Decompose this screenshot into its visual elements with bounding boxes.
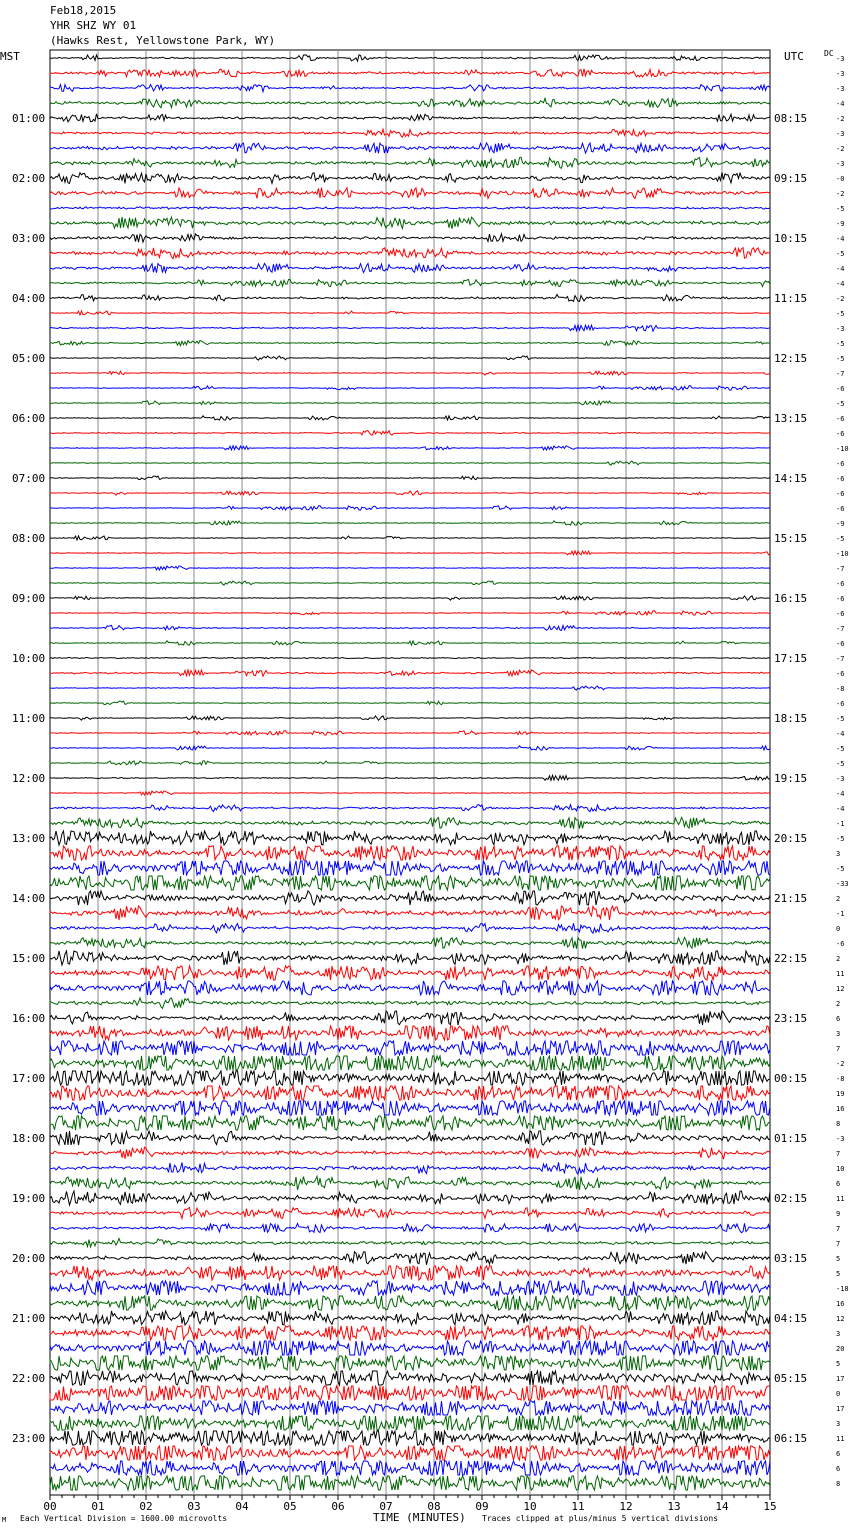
dc-offset-label: -3 xyxy=(836,55,845,63)
scale-note: Each Vertical Division = 1600.00 microvolts xyxy=(20,1514,228,1523)
header-station: YHR SHZ WY 01 xyxy=(50,19,137,32)
dc-offset-label: -3 xyxy=(836,160,845,168)
dc-offset-label: 16 xyxy=(836,1300,845,1308)
trace-line xyxy=(50,923,770,933)
trace-line xyxy=(50,356,770,360)
trace-line xyxy=(50,1446,770,1460)
dc-offset-label: -4 xyxy=(836,100,845,108)
dc-offset-label: -6 xyxy=(836,700,845,708)
trace-line xyxy=(50,386,770,390)
hour-label-utc: 15:15 xyxy=(774,532,808,545)
dc-offset-label: -4 xyxy=(836,805,845,813)
dc-offset-label: -6 xyxy=(836,475,845,483)
dc-offset-label: 19 xyxy=(836,1090,845,1098)
trace-line xyxy=(50,951,770,965)
dc-offset-label: -8 xyxy=(836,1075,845,1083)
hour-label-utc: 04:15 xyxy=(774,1312,808,1325)
trace-line xyxy=(50,731,770,735)
dc-offset-label: 17 xyxy=(836,1375,845,1383)
trace-line xyxy=(50,1208,770,1219)
hour-label-mst: 17:00 xyxy=(12,1072,46,1085)
hour-label-utc: 03:15 xyxy=(774,1252,808,1265)
hour-label-utc: 16:15 xyxy=(774,592,808,605)
hour-label-mst: 20:00 xyxy=(12,1252,46,1265)
trace-line xyxy=(50,1238,770,1247)
trace-line xyxy=(50,1041,770,1055)
dc-label: DC xyxy=(824,49,834,58)
dc-offset-label: 7 xyxy=(836,1045,841,1053)
dc-offset-label: -8 xyxy=(836,685,845,693)
dc-offset-label: 9 xyxy=(836,1210,841,1218)
hour-label-mst: 19:00 xyxy=(12,1192,46,1205)
dc-offset-label: 12 xyxy=(836,1315,845,1323)
dc-offset-label: -5 xyxy=(836,310,845,318)
x-tick-label: 02 xyxy=(139,1500,153,1513)
dc-offset-label: -3 xyxy=(836,775,845,783)
hour-label-utc: 12:15 xyxy=(774,352,808,365)
dc-offset-label: -5 xyxy=(836,355,845,363)
hour-label-mst: 15:00 xyxy=(12,952,46,965)
hour-label-mst: 07:00 xyxy=(12,472,46,485)
dc-offset-label: -4 xyxy=(836,265,845,273)
dc-offset-label: -7 xyxy=(836,655,845,663)
dc-offset-label: 6 xyxy=(836,1450,841,1458)
trace-line xyxy=(50,1131,770,1145)
dc-offset-label: 6 xyxy=(836,1180,841,1188)
trace-line xyxy=(50,761,770,765)
hour-label-mst: 23:00 xyxy=(12,1432,46,1445)
trace-line xyxy=(50,1386,770,1400)
dc-offset-label: 8 xyxy=(836,1480,841,1488)
trace-line xyxy=(50,686,770,690)
dc-offset-label: -3 xyxy=(836,85,845,93)
hour-label-utc: 22:15 xyxy=(774,952,808,965)
hour-label-utc: 11:15 xyxy=(774,292,808,305)
hour-label-utc: 18:15 xyxy=(774,712,808,725)
x-tick-label: 07 xyxy=(379,1500,393,1513)
hour-label-utc: 08:15 xyxy=(774,112,808,125)
dc-offset-label: -2 xyxy=(836,145,845,153)
dc-offset-label: 2 xyxy=(836,1000,841,1008)
dc-offset-label: 17 xyxy=(836,1405,845,1413)
trace-line xyxy=(50,581,770,585)
dc-offset-label: -6 xyxy=(836,415,845,423)
trace-line xyxy=(50,461,770,465)
trace-line xyxy=(50,188,770,199)
dc-offset-label: -5 xyxy=(836,250,845,258)
dc-offset-label: -10 xyxy=(836,445,849,453)
trace-line xyxy=(50,217,770,229)
dc-offset-label: 11 xyxy=(836,1435,845,1443)
dc-offset-label: 2 xyxy=(836,955,841,963)
trace-line xyxy=(50,1326,770,1340)
dc-offset-label: -7 xyxy=(836,370,845,378)
trace-line xyxy=(50,506,770,510)
dc-offset-label: 11 xyxy=(836,1195,845,1203)
trace-line xyxy=(50,416,770,420)
trace-line xyxy=(50,311,770,315)
trace-line xyxy=(50,1266,770,1280)
dc-offset-label: 11 xyxy=(836,970,845,978)
dc-offset-label: -6 xyxy=(836,580,845,588)
plot-frame xyxy=(50,50,770,1495)
trace-line xyxy=(50,596,770,600)
trace-line xyxy=(50,657,770,658)
trace-line xyxy=(50,207,770,210)
hour-label-mst: 08:00 xyxy=(12,532,46,545)
dc-offset-label: 5 xyxy=(836,1255,841,1263)
trace-line xyxy=(50,1026,770,1040)
trace-line xyxy=(50,521,770,525)
hour-label-utc: 23:15 xyxy=(774,1012,808,1025)
left-zone-label: MST xyxy=(0,50,20,63)
dc-offset-label: -33 xyxy=(836,880,849,888)
x-tick-label: 00 xyxy=(43,1500,57,1513)
trace-line xyxy=(50,817,770,828)
x-tick-label: 03 xyxy=(187,1500,201,1513)
x-tick-label: 10 xyxy=(523,1500,537,1513)
dc-offset-label: 0 xyxy=(836,1390,841,1398)
hour-label-mst: 13:00 xyxy=(12,832,46,845)
dc-offset-label: 3 xyxy=(836,1420,841,1428)
trace-line xyxy=(50,294,770,301)
trace-line xyxy=(50,1341,770,1355)
trace-line xyxy=(50,1101,770,1115)
x-tick-label: 05 xyxy=(283,1500,297,1513)
dc-offset-label: 7 xyxy=(836,1240,841,1248)
hour-label-mst: 12:00 xyxy=(12,772,46,785)
trace-line xyxy=(50,69,770,77)
trace-line xyxy=(50,173,770,184)
trace-line xyxy=(50,551,770,555)
dc-offset-label: -3 xyxy=(836,325,845,333)
dc-offset-label: -9 xyxy=(836,520,845,528)
x-tick-label: 09 xyxy=(475,1500,489,1513)
trace-line xyxy=(50,85,770,92)
hour-label-utc: 21:15 xyxy=(774,892,808,905)
dc-offset-label: 3 xyxy=(836,850,841,858)
x-tick-label: 06 xyxy=(331,1500,345,1513)
trace-line xyxy=(50,371,770,375)
hour-label-utc: 17:15 xyxy=(774,652,808,665)
trace-line xyxy=(50,716,770,720)
hour-label-utc: 20:15 xyxy=(774,832,808,845)
hour-label-utc: 06:15 xyxy=(774,1432,808,1445)
trace-line xyxy=(50,401,770,405)
x-tick-label: 08 xyxy=(427,1500,441,1513)
dc-offset-label: -7 xyxy=(836,625,845,633)
header-location: (Hawks Rest, Yellowstone Park, WY) xyxy=(50,34,276,47)
trace-line xyxy=(50,1461,770,1475)
dc-offset-label: -4 xyxy=(836,730,845,738)
dc-offset-label: -4 xyxy=(836,280,845,288)
dc-offset-label: -2 xyxy=(836,1060,845,1068)
x-axis-title: TIME (MINUTES) xyxy=(373,1511,466,1524)
hour-label-utc: 10:15 xyxy=(774,232,808,245)
dc-offset-label: -6 xyxy=(836,430,845,438)
hour-label-mst: 01:00 xyxy=(12,112,46,125)
dc-offset-label: 7 xyxy=(836,1150,841,1158)
trace-line xyxy=(50,791,770,795)
dc-offset-label: -6 xyxy=(836,490,845,498)
hour-label-mst: 16:00 xyxy=(12,1012,46,1025)
hour-label-mst: 11:00 xyxy=(12,712,46,725)
dc-offset-label: -4 xyxy=(836,790,845,798)
trace-line xyxy=(50,1476,770,1490)
dc-offset-label: -6 xyxy=(836,385,845,393)
hour-label-mst: 21:00 xyxy=(12,1312,46,1325)
trace-line xyxy=(50,746,770,750)
trace-line xyxy=(50,98,770,107)
dc-offset-label: 7 xyxy=(836,1225,841,1233)
dc-offset-label: -6 xyxy=(836,940,845,948)
dc-offset-label: 0 xyxy=(836,925,841,933)
hour-label-mst: 14:00 xyxy=(12,892,46,905)
trace-line xyxy=(50,1431,770,1445)
dc-offset-label: -5 xyxy=(836,715,845,723)
dc-offset-label: 10 xyxy=(836,1165,845,1173)
corner-mark: M xyxy=(2,1516,7,1524)
trace-line xyxy=(50,1116,770,1130)
trace-line xyxy=(50,1011,770,1025)
trace-line xyxy=(50,536,770,540)
trace-line xyxy=(50,55,770,61)
trace-line xyxy=(50,114,770,122)
x-tick-label: 14 xyxy=(715,1500,729,1513)
dc-offset-label: -1 xyxy=(836,910,845,918)
trace-line xyxy=(50,611,770,615)
dc-offset-label: 3 xyxy=(836,1330,841,1338)
hour-label-utc: 01:15 xyxy=(774,1132,808,1145)
x-tick-label: 04 xyxy=(235,1500,249,1513)
dc-offset-label: 5 xyxy=(836,1360,841,1368)
dc-offset-label: -6 xyxy=(836,505,845,513)
dc-offset-label: -6 xyxy=(836,610,845,618)
dc-offset-label: -5 xyxy=(836,340,845,348)
dc-offset-label: 2 xyxy=(836,895,841,903)
dc-offset-label: -9 xyxy=(836,220,845,228)
right-zone-label: UTC xyxy=(784,50,804,63)
trace-line xyxy=(50,998,770,1009)
dc-offset-label: -6 xyxy=(836,460,845,468)
dc-offset-label: -1 xyxy=(836,820,845,828)
trace-line xyxy=(50,670,770,676)
trace-line xyxy=(50,1223,770,1232)
dc-offset-label: -5 xyxy=(836,535,845,543)
trace-line xyxy=(50,1147,770,1159)
trace-line xyxy=(50,248,770,259)
trace-line xyxy=(50,1371,770,1385)
dc-offset-label: -3 xyxy=(836,70,845,78)
trace-line xyxy=(50,1162,770,1174)
hour-label-utc: 13:15 xyxy=(774,412,808,425)
trace-line xyxy=(50,625,770,630)
trace-line xyxy=(50,831,770,845)
trace-line xyxy=(50,966,770,980)
hour-label-utc: 14:15 xyxy=(774,472,808,485)
dc-offset-label: -2 xyxy=(836,190,845,198)
trace-line xyxy=(50,1356,770,1370)
hour-label-mst: 18:00 xyxy=(12,1132,46,1145)
x-tick-label: 12 xyxy=(619,1500,633,1513)
dc-offset-label: -7 xyxy=(836,565,845,573)
trace-line xyxy=(50,234,770,242)
dc-offset-label: -4 xyxy=(836,235,845,243)
hour-label-mst: 03:00 xyxy=(12,232,46,245)
hour-label-mst: 22:00 xyxy=(12,1372,46,1385)
trace-line xyxy=(50,1311,770,1325)
dc-offset-label: 8 xyxy=(836,1120,841,1128)
dc-offset-label: -6 xyxy=(836,640,845,648)
dc-offset-label: 5 xyxy=(836,1270,841,1278)
trace-line xyxy=(50,446,770,450)
dc-offset-label: -5 xyxy=(836,400,845,408)
trace-line xyxy=(50,279,770,286)
trace-line xyxy=(50,1281,770,1295)
trace-line xyxy=(50,1071,770,1085)
x-tick-label: 13 xyxy=(667,1500,681,1513)
trace-line xyxy=(50,1296,770,1310)
hour-label-mst: 06:00 xyxy=(12,412,46,425)
hour-label-utc: 09:15 xyxy=(774,172,808,185)
hour-label-mst: 05:00 xyxy=(12,352,46,365)
trace-line xyxy=(50,157,770,168)
trace-line xyxy=(50,1056,770,1070)
trace-line xyxy=(50,143,770,153)
dc-offset-label: -2 xyxy=(836,115,845,123)
hour-label-mst: 09:00 xyxy=(12,592,46,605)
trace-line xyxy=(50,861,770,875)
hour-label-mst: 02:00 xyxy=(12,172,46,185)
trace-line xyxy=(50,1191,770,1205)
trace-line xyxy=(50,846,770,860)
x-tick-label: 01 xyxy=(91,1500,105,1513)
dc-offset-label: 6 xyxy=(836,1015,841,1023)
x-tick-label: 15 xyxy=(763,1500,777,1513)
dc-offset-label: -5 xyxy=(836,205,845,213)
dc-offset-label: -18 xyxy=(836,1285,849,1293)
trace-line xyxy=(50,1252,770,1265)
dc-offset-label: -2 xyxy=(836,295,845,303)
trace-line xyxy=(50,341,770,346)
trace-line xyxy=(50,937,770,948)
dc-offset-label: 3 xyxy=(836,1030,841,1038)
trace-line xyxy=(50,701,770,705)
trace-line xyxy=(50,876,770,890)
hour-label-utc: 05:15 xyxy=(774,1372,808,1385)
hour-label-utc: 00:15 xyxy=(774,1072,808,1085)
dc-offset-label: 12 xyxy=(836,985,845,993)
dc-offset-label: -5 xyxy=(836,865,845,873)
trace-line xyxy=(50,566,770,570)
clip-note: Traces clipped at plus/minus 5 vertical divisions xyxy=(482,1514,719,1523)
dc-offset-label: -10 xyxy=(836,550,849,558)
hour-label-utc: 02:15 xyxy=(774,1192,808,1205)
trace-line xyxy=(50,775,770,780)
x-tick-label: 11 xyxy=(571,1500,585,1513)
trace-line xyxy=(50,129,770,137)
dc-offset-label: -6 xyxy=(836,595,845,603)
dc-offset-label: 16 xyxy=(836,1105,845,1113)
trace-line xyxy=(50,1401,770,1415)
dc-offset-label: 20 xyxy=(836,1345,845,1353)
dc-offset-label: -3 xyxy=(836,130,845,138)
trace-line xyxy=(50,906,770,920)
dc-offset-label: -6 xyxy=(836,670,845,678)
hour-label-mst: 04:00 xyxy=(12,292,46,305)
trace-line xyxy=(50,1086,770,1100)
trace-line xyxy=(50,641,770,645)
dc-offset-label: -5 xyxy=(836,835,845,843)
trace-line xyxy=(50,805,770,812)
trace-line xyxy=(50,1416,770,1430)
trace-line xyxy=(50,431,770,436)
header-date: Feb18,2015 xyxy=(50,4,117,17)
trace-line xyxy=(50,325,770,331)
dc-offset-label: -0 xyxy=(836,175,845,183)
trace-line xyxy=(50,1176,770,1190)
hour-label-mst: 10:00 xyxy=(12,652,46,665)
trace-line xyxy=(50,491,770,495)
trace-line xyxy=(50,476,770,480)
trace-line xyxy=(50,263,770,272)
dc-offset-label: -5 xyxy=(836,760,845,768)
dc-offset-label: -5 xyxy=(836,745,845,753)
trace-line xyxy=(50,891,770,905)
hour-label-utc: 19:15 xyxy=(774,772,808,785)
trace-line xyxy=(50,981,770,995)
dc-offset-label: -3 xyxy=(836,1135,845,1143)
dc-offset-label: 6 xyxy=(836,1465,841,1473)
